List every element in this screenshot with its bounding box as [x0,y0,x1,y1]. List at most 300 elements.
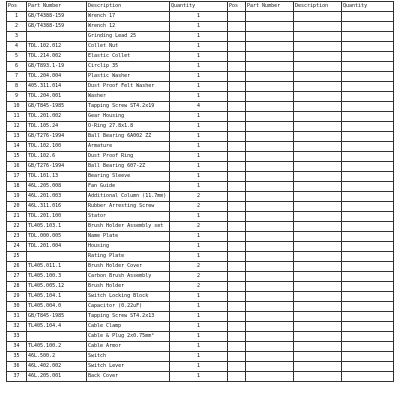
row-part-number-2 [246,362,294,372]
row-quantity: 1 [170,292,228,302]
row-quantity-2 [342,352,394,362]
row-part-number: 46L.311.016 [27,202,87,212]
row-pos-2 [228,202,246,212]
table-row [7,352,394,362]
header-pos: Pos [7,2,27,12]
row-description-2 [294,282,342,292]
header-part-number: Part Number [27,2,87,12]
row-quantity: 1 [170,122,228,132]
table-row [7,192,394,202]
row-pos-2 [228,332,246,342]
row-description: Brush Holder Assembly set [87,222,170,232]
row-quantity: 1 [170,32,228,42]
row-quantity: 2 [170,282,228,292]
row-part-number-2 [246,292,294,302]
row-pos-2 [228,212,246,222]
row-quantity: 2 [170,272,228,282]
row-part-number-2 [246,262,294,272]
header-quantity: Quantity [170,2,228,12]
row-pos: 29 [7,292,27,302]
row-quantity: 4 [170,102,228,112]
row-description-2 [294,152,342,162]
row-part-number-2 [246,122,294,132]
row-pos-2 [228,152,246,162]
row-quantity-2 [342,162,394,172]
row-part-number: TDL.214.002 [27,52,87,62]
table-row [7,342,394,352]
row-part-number-2 [246,212,294,222]
row-part-number-2 [246,232,294,242]
row-part-number: 46L.500.2 [27,352,87,362]
row-part-number-2 [246,352,294,362]
row-pos-2 [228,252,246,262]
row-quantity: 2 [170,192,228,202]
row-quantity: 1 [170,342,228,352]
table-row [7,152,394,162]
row-description-2 [294,142,342,152]
table-row [7,312,394,322]
row-part-number: GB/T4388-159 [27,22,87,32]
table-row [7,42,394,52]
row-description-2 [294,352,342,362]
row-description-2 [294,242,342,252]
table-row [7,22,394,32]
row-pos-2 [228,362,246,372]
row-part-number-2 [246,162,294,172]
row-quantity-2 [342,92,394,102]
row-pos-2 [228,302,246,312]
row-pos-2 [228,292,246,302]
row-quantity-2 [342,242,394,252]
table-row [7,112,394,122]
row-description-2 [294,202,342,212]
table-row [7,232,394,242]
table-row [7,72,394,82]
row-pos: 22 [7,222,27,232]
row-part-number: TL405.100.2 [27,342,87,352]
row-part-number-2 [246,12,294,22]
row-pos: 37 [7,372,27,382]
row-quantity-2 [342,192,394,202]
row-quantity-2 [342,182,394,192]
row-description: Capacitor (0.22uF) [87,302,170,312]
row-part-number: GB/T845-1985 [27,312,87,322]
row-pos-2 [228,92,246,102]
row-part-number-2 [246,42,294,52]
row-pos-2 [228,122,246,132]
row-part-number: GB/T845-1985 [27,102,87,112]
table-row [7,212,394,222]
row-part-number: 46L.402.002 [27,362,87,372]
row-pos-2 [228,82,246,92]
table-row [7,162,394,172]
row-part-number: TDL.201.100 [27,212,87,222]
row-description-2 [294,332,342,342]
row-pos: 35 [7,352,27,362]
row-pos-2 [228,182,246,192]
row-part-number: TDL.201.004 [27,242,87,252]
row-description: Bearing Sleeve [87,172,170,182]
row-description-2 [294,212,342,222]
row-description-2 [294,252,342,262]
row-quantity: 1 [170,332,228,342]
header-pos-2: Pos [228,2,246,12]
row-quantity: 1 [170,302,228,312]
row-part-number [27,252,87,262]
row-quantity-2 [342,262,394,272]
row-description: Rating Plate [87,252,170,262]
row-quantity-2 [342,152,394,162]
row-description-2 [294,72,342,82]
row-pos-2 [228,32,246,42]
row-quantity: 2 [170,262,228,272]
row-part-number-2 [246,222,294,232]
row-pos: 20 [7,202,27,212]
row-description-2 [294,362,342,372]
row-pos: 17 [7,172,27,182]
row-part-number: GB/T276-1994 [27,132,87,142]
row-part-number-2 [246,102,294,112]
row-description: Tapping Screw ST4.2x13 [87,312,170,322]
row-pos: 15 [7,152,27,162]
row-description: Collet Nut [87,42,170,52]
table-row [7,102,394,112]
row-quantity: 1 [170,52,228,62]
row-description: Gear Housing [87,112,170,122]
header-quantity-2: Quantity [342,2,394,12]
row-pos: 13 [7,132,27,142]
row-quantity-2 [342,342,394,352]
row-description-2 [294,182,342,192]
row-pos-2 [228,52,246,62]
row-pos: 26 [7,262,27,272]
row-quantity-2 [342,52,394,62]
row-quantity: 1 [170,232,228,242]
row-part-number: TL405.103.1 [27,222,87,232]
row-pos: 25 [7,252,27,262]
row-description-2 [294,372,342,382]
row-part-number: TDL.102.6 [27,152,87,162]
row-description-2 [294,162,342,172]
table-row [7,142,394,152]
row-quantity-2 [342,252,394,262]
row-description: Stator [87,212,170,222]
table-row [7,202,394,212]
row-pos-2 [228,372,246,382]
table-row [7,372,394,382]
header-part-number-2: Part Number [246,2,294,12]
row-description: Back Cover [87,372,170,382]
row-pos-2 [228,142,246,152]
row-part-number-2 [246,112,294,122]
row-quantity: 2 [170,202,228,212]
row-pos: 23 [7,232,27,242]
row-part-number-2 [246,142,294,152]
row-description: Ball Bearing 6A002 ZZ [87,132,170,142]
row-pos: 31 [7,312,27,322]
table-row [7,262,394,272]
table-row [7,332,394,342]
row-description: Switch [87,352,170,362]
row-description-2 [294,172,342,182]
row-quantity-2 [342,102,394,112]
row-quantity: 1 [170,42,228,52]
row-description-2 [294,272,342,282]
row-pos-2 [228,112,246,122]
row-description-2 [294,292,342,302]
row-pos: 4 [7,42,27,52]
row-pos: 5 [7,52,27,62]
row-pos: 3 [7,32,27,42]
row-part-number-2 [246,32,294,42]
table-row [7,32,394,42]
row-part-number: TDL.204.004 [27,72,87,82]
row-quantity-2 [342,212,394,222]
row-description: Elastic Collet [87,52,170,62]
row-description-2 [294,122,342,132]
table-row [7,362,394,372]
row-description-2 [294,312,342,322]
row-part-number-2 [246,192,294,202]
row-pos-2 [228,102,246,112]
row-quantity: 1 [170,92,228,102]
row-part-number-2 [246,282,294,292]
row-quantity-2 [342,322,394,332]
row-quantity-2 [342,132,394,142]
row-quantity: 1 [170,172,228,182]
row-description-2 [294,112,342,122]
row-description-2 [294,62,342,72]
row-description-2 [294,222,342,232]
table-row [7,242,394,252]
row-pos: 6 [7,62,27,72]
row-part-number-2 [246,92,294,102]
row-quantity: 1 [170,162,228,172]
header-description: Description [87,2,170,12]
row-pos-2 [228,192,246,202]
row-quantity-2 [342,292,394,302]
table-row [7,132,394,142]
row-description: Fan Guide [87,182,170,192]
table-row [7,222,394,232]
row-description: Brush Holder Cover [87,262,170,272]
row-pos-2 [228,162,246,172]
row-description-2 [294,262,342,272]
row-quantity-2 [342,372,394,382]
row-description-2 [294,52,342,62]
row-part-number-2 [246,202,294,212]
row-description-2 [294,232,342,242]
row-description-2 [294,42,342,52]
row-pos-2 [228,342,246,352]
row-part-number-2 [246,182,294,192]
row-quantity-2 [342,122,394,132]
table-row [7,282,394,292]
row-description: Switch Lever [87,362,170,372]
row-quantity: 1 [170,252,228,262]
row-pos-2 [228,62,246,72]
row-quantity-2 [342,312,394,322]
row-description-2 [294,302,342,312]
row-description: Armature [87,142,170,152]
row-quantity: 1 [170,82,228,92]
row-description: Plastic Washer [87,72,170,82]
row-part-number: 46L.205.008 [27,182,87,192]
row-quantity-2 [342,332,394,342]
row-part-number-2 [246,372,294,382]
row-description: Tapping Screw ST4.2x19 [87,102,170,112]
row-description: Rubber Arresting Screw [87,202,170,212]
row-description: O-Ring 27.8x1.8 [87,122,170,132]
row-part-number-2 [246,342,294,352]
row-quantity: 1 [170,12,228,22]
row-description: Additional Column (11.7mm) [87,192,170,202]
row-quantity: 1 [170,22,228,32]
row-pos: 19 [7,192,27,202]
row-description: Cable Clamp [87,322,170,332]
row-part-number-2 [246,312,294,322]
row-quantity: 1 [170,312,228,322]
row-pos-2 [228,272,246,282]
row-quantity: 1 [170,152,228,162]
row-pos: 27 [7,272,27,282]
row-description-2 [294,32,342,42]
row-part-number: TDL.105.24 [27,122,87,132]
row-quantity: 1 [170,362,228,372]
row-pos: 11 [7,112,27,122]
row-part-number: TDL.101.13 [27,172,87,182]
row-quantity: 1 [170,212,228,222]
row-pos-2 [228,132,246,142]
row-pos-2 [228,352,246,362]
row-description: Washer [87,92,170,102]
row-pos-2 [228,312,246,322]
row-part-number-2 [246,252,294,262]
row-quantity: 1 [170,142,228,152]
row-pos: 8 [7,82,27,92]
row-quantity: 1 [170,112,228,122]
table-row [7,302,394,312]
row-part-number: TDL.000.005 [27,232,87,242]
row-part-number [27,332,87,342]
row-part-number: TL405.104.4 [27,322,87,332]
row-part-number: TL405.004.0 [27,302,87,312]
row-description-2 [294,12,342,22]
table-header-row [7,2,394,12]
row-quantity-2 [342,82,394,92]
row-quantity-2 [342,142,394,152]
row-part-number: TDL.102.100 [27,142,87,152]
row-part-number-2 [246,302,294,312]
row-part-number-2 [246,52,294,62]
row-quantity: 2 [170,222,228,232]
header-description-2: Description [294,2,342,12]
row-part-number: TDL.201.002 [27,112,87,122]
row-quantity-2 [342,202,394,212]
table-row [7,92,394,102]
row-pos-2 [228,72,246,82]
row-quantity: 1 [170,352,228,362]
row-pos-2 [228,22,246,32]
row-part-number-2 [246,172,294,182]
row-description: Wrench 12 [87,22,170,32]
row-part-number [27,32,87,42]
row-pos: 36 [7,362,27,372]
row-quantity-2 [342,32,394,42]
row-quantity: 1 [170,72,228,82]
row-pos: 7 [7,72,27,82]
row-pos-2 [228,282,246,292]
row-part-number: TL405.104.1 [27,292,87,302]
row-quantity-2 [342,232,394,242]
row-part-number-2 [246,132,294,142]
table-row [7,182,394,192]
row-description: Cable Armor [87,342,170,352]
parts-table-body [7,12,394,382]
row-quantity-2 [342,62,394,72]
row-description-2 [294,132,342,142]
row-description: Dust Proof Ring [87,152,170,162]
row-description: Dust Proof Felt Washer [87,82,170,92]
row-pos-2 [228,172,246,182]
row-description: Grinding Lead 25 [87,32,170,42]
row-quantity-2 [342,112,394,122]
table-row [7,12,394,22]
row-description-2 [294,192,342,202]
row-description: Name Plate [87,232,170,242]
row-description-2 [294,92,342,102]
row-part-number: TDL.102.012 [27,42,87,52]
row-part-number-2 [246,242,294,252]
row-description: Carbon Brush Assembly [87,272,170,282]
row-part-number-2 [246,322,294,332]
row-description: Cable & Plug 2x0.75mm² [87,332,170,342]
row-part-number-2 [246,272,294,282]
row-quantity-2 [342,362,394,372]
row-pos: 2 [7,22,27,32]
row-pos: 33 [7,332,27,342]
row-pos: 18 [7,182,27,192]
row-quantity-2 [342,12,394,22]
row-description: Switch Locking Block [87,292,170,302]
table-row [7,322,394,332]
row-description: Ball Bearing 607-2Z [87,162,170,172]
row-part-number: GB/T4388-159 [27,12,87,22]
row-quantity: 1 [170,242,228,252]
row-part-number: GB/T893.1-19 [27,62,87,72]
row-pos: 21 [7,212,27,222]
row-quantity-2 [342,72,394,82]
row-quantity-2 [342,42,394,52]
row-quantity: 1 [170,182,228,192]
row-part-number: 46L.205.001 [27,372,87,382]
row-pos: 24 [7,242,27,252]
row-pos: 1 [7,12,27,22]
row-part-number-2 [246,22,294,32]
row-quantity-2 [342,222,394,232]
table-row [7,292,394,302]
row-part-number-2 [246,152,294,162]
row-part-number: TL405.005.12 [27,282,87,292]
row-quantity-2 [342,282,394,292]
row-quantity: 1 [170,132,228,142]
row-description-2 [294,342,342,352]
row-pos-2 [228,222,246,232]
table-row [7,172,394,182]
row-part-number: TDL.204.001 [27,92,87,102]
row-description-2 [294,22,342,32]
row-pos: 34 [7,342,27,352]
